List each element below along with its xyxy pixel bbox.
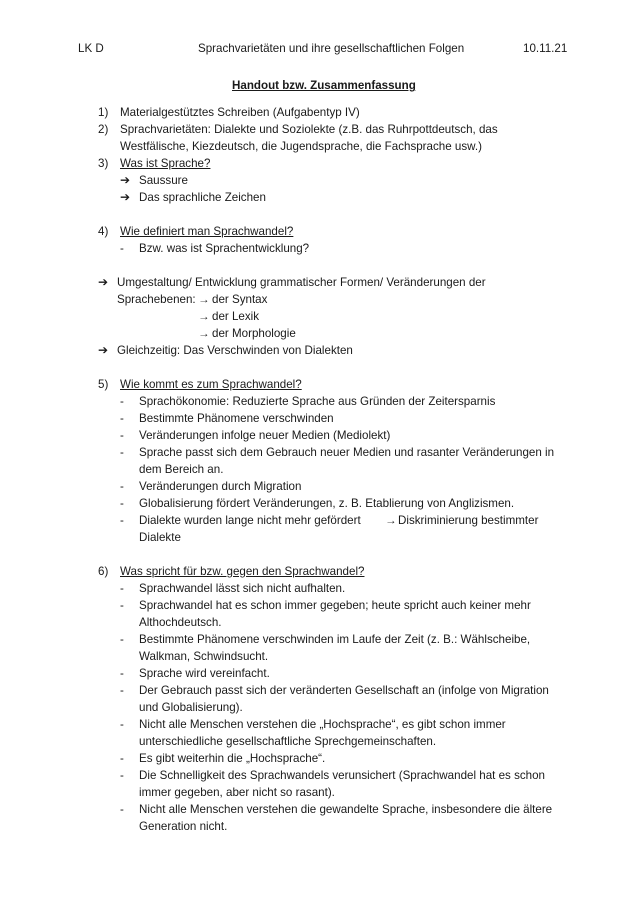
bullet-text: Dialekte wurden lange nicht mehr gefördert: [139, 514, 361, 527]
language-level: der Syntax: [212, 293, 268, 306]
arrow-text-cont: Sprachebenen:: [117, 293, 196, 306]
language-level: der Lexik: [212, 310, 260, 323]
dash-bullet: -: [120, 633, 124, 646]
item-heading: Wie definiert man Sprachwandel?: [120, 225, 294, 238]
bullet-text-cont: und Globalisierung).: [139, 701, 243, 714]
dash-bullet: -: [120, 684, 124, 697]
bullet-text: Der Gebrauch passt sich der veränderten Gesellschaft an (infolge von Migration: [139, 684, 549, 697]
dash-bullet: -: [120, 514, 124, 527]
bullet-text: Es gibt weiterhin die „Hochsprache“.: [139, 752, 326, 765]
dash-bullet: -: [120, 412, 124, 425]
arrow-icon: ➔: [98, 275, 109, 289]
arrow-text: Gleichzeitig: Das Verschwinden von Dialekten: [117, 344, 353, 357]
dash-bullet: -: [120, 446, 124, 459]
page-title: Handout bzw. Zusammenfassung: [232, 79, 416, 92]
sub-item: Das sprachliche Zeichen: [139, 191, 266, 204]
bullet-text: Sprache wird vereinfacht.: [139, 667, 270, 680]
header-course: LK D: [78, 42, 104, 55]
bullet-text: Bestimmte Phänomene verschwinden im Laufe der Zeit (z. B.: Wählscheibe,: [139, 633, 531, 646]
language-level: der Morphologie: [212, 327, 296, 340]
page-header: [0, 40, 640, 56]
arrow-text: Umgestaltung/ Entwicklung grammatischer Formen/ Veränderungen der: [117, 276, 486, 289]
arrow-icon: ➔: [98, 343, 109, 357]
dash-bullet: -: [120, 429, 124, 442]
item-heading: Was ist Sprache?: [120, 157, 211, 170]
bullet-text-cont: dem Bereich an.: [139, 463, 224, 476]
sub-item: Bzw. was ist Sprachentwicklung?: [139, 242, 310, 255]
bullet-text: Bestimmte Phänomene verschwinden: [139, 412, 334, 425]
bullet-text-cont: immer gegeben, aber nicht so rasant).: [139, 786, 335, 799]
bullet-text-cont: Walkman, Schwindsucht.: [139, 650, 269, 663]
dash-bullet: -: [120, 599, 124, 612]
bullet-text: Die Schnelligkeit des Sprachwandels verunsichert (Sprachwandel hat es schon: [139, 769, 546, 782]
dash-bullet: -: [120, 395, 124, 408]
bullet-text: Veränderungen durch Migration: [139, 480, 302, 493]
right-arrow-icon: →: [198, 327, 210, 340]
right-arrow-icon: →: [198, 310, 210, 323]
bullet-text-cont: Dialekte: [139, 531, 181, 544]
bullet-text-cont: Generation nicht.: [139, 820, 228, 833]
dash-bullet: -: [120, 752, 124, 765]
right-arrow-icon: →: [385, 514, 397, 527]
sub-item: Saussure: [139, 174, 188, 187]
dash-bullet: -: [120, 803, 124, 816]
arrow-icon: ➔: [120, 190, 131, 204]
dash-bullet: -: [120, 242, 124, 255]
dash-bullet: -: [120, 497, 124, 510]
bullet-text: Nicht alle Menschen verstehen die gewandelte Sprache, insbesondere die ältere: [139, 803, 553, 816]
bullet-text: Diskriminierung bestimmter: [398, 514, 539, 527]
bullet-text: Sprache passt sich dem Gebrauch neuer Medien und rasanter Veränderungen in: [139, 446, 555, 459]
item-heading: Was spricht für bzw. gegen den Sprachwandel?: [120, 565, 365, 578]
dash-bullet: -: [120, 582, 124, 595]
item-text-cont: Westfälische, Kiezdeutsch, die Jugendsprache, die Fachsprache usw.): [120, 140, 482, 153]
item-text: Materialgestütztes Schreiben (Aufgabentyp IV): [120, 106, 360, 119]
bullet-text: Globalisierung fördert Veränderungen, z. B. Etablierung von Anglizismen.: [139, 497, 515, 510]
bullet-text-cont: unterschiedliche gesellschaftliche Sprechgemeinschaften.: [139, 735, 437, 748]
item-number: 1): [98, 106, 109, 119]
bullet-text: Sprachökonomie: Reduzierte Sprache aus Gründen der Zeitersparnis: [139, 395, 496, 408]
item-text: Sprachvarietäten: Dialekte und Soziolekte (z.B. das Ruhrpottdeutsch, das: [120, 123, 498, 136]
right-arrow-icon: →: [198, 293, 210, 306]
header-date: 10.11.21: [523, 42, 568, 55]
dash-bullet: -: [120, 769, 124, 782]
item-heading: Wie kommt es zum Sprachwandel?: [120, 378, 302, 391]
item-number: 3): [98, 157, 109, 170]
bullet-text: Sprachwandel hat es schon immer gegeben; heute spricht auch keiner mehr: [139, 599, 531, 612]
bullet-text: Nicht alle Menschen verstehen die „Hochsprache“, es gibt schon immer: [139, 718, 506, 731]
item-number: 5): [98, 378, 109, 391]
item-number: 6): [98, 565, 109, 578]
header-topic: Sprachvarietäten und ihre gesellschaftlichen Folgen: [198, 42, 465, 55]
item-number: 2): [98, 123, 109, 136]
bullet-text: Veränderungen infolge neuer Medien (Mediolekt): [139, 429, 391, 442]
bullet-text: Sprachwandel lässt sich nicht aufhalten.: [139, 582, 346, 595]
item-number: 4): [98, 225, 109, 238]
dash-bullet: -: [120, 718, 124, 731]
bullet-text-cont: Althochdeutsch.: [139, 616, 222, 629]
dash-bullet: -: [120, 480, 124, 493]
arrow-icon: ➔: [120, 173, 131, 187]
dash-bullet: -: [120, 667, 124, 680]
